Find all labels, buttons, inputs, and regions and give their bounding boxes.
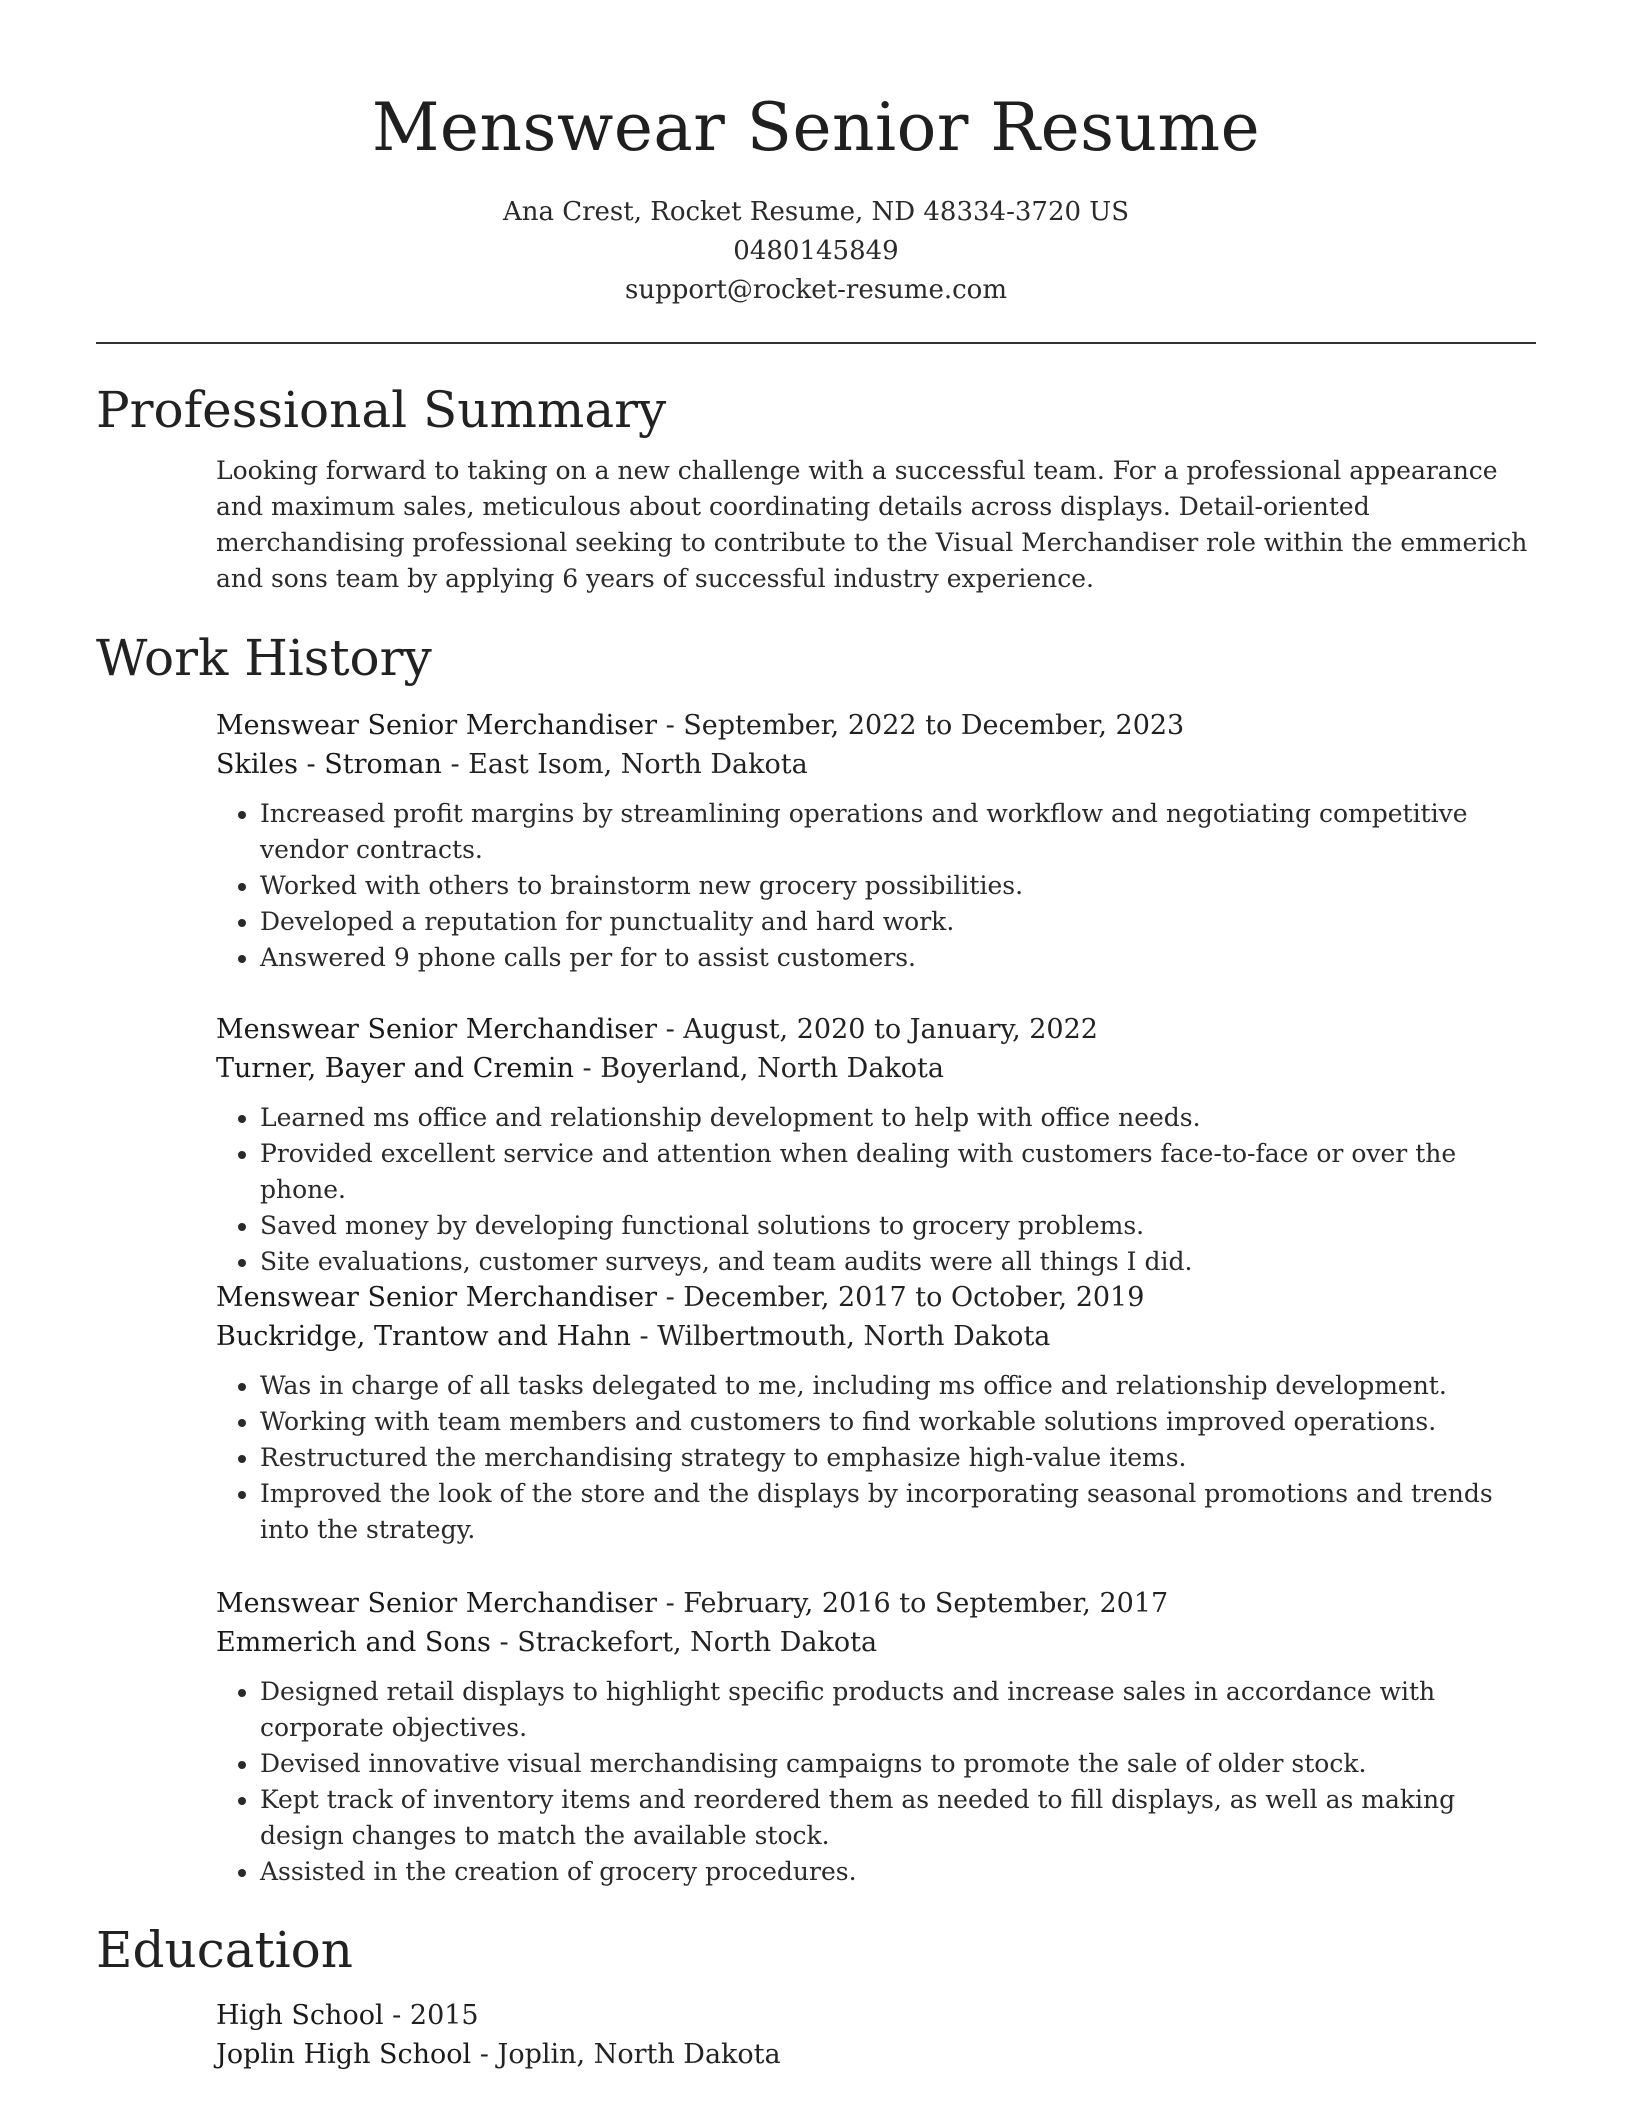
job-entry-body [216,1278,1536,1548]
education-degree: High School [216,2000,384,2031]
job-title: Menswear Senior Merchandiser [216,1014,657,1045]
header-divider [96,342,1536,344]
summary-text: Looking forward to taking on a new challenge with a successful team. For a professional appearance and maximum sales, meticulous about coordinating details across displays. Detail-oriented merchandising professional seeking to contribute to the Visual Merchandiser role within the emmerich and sons team by applying 6 years of successful industry experience. [216,456,1528,593]
job-bullet: • Improved the look of the store and the displays by incorporating seasonal promotions and trends into the strategy. [260,1476,1536,1548]
job-entry [96,1584,1536,1890]
job-bullet: • Saved money by developing functional solutions to grocery problems. [260,1208,1536,1244]
job-bullet: • Restructured the merchandising strategy to emphasize high-value items. [260,1440,1536,1476]
job-dates: December, 2017 to October, 2019 [683,1282,1145,1313]
job-heading: Menswear Senior Merchandiser - September, 2022 to December, 2023 [216,710,1185,741]
job-bullet: • Designed retail displays to highlight specific products and increase sales in accordance with corporate objectives. [260,1674,1536,1746]
job-entry [96,706,1536,976]
job-company: Buckridge, Trantow and Hahn [216,1321,631,1352]
job-dates: August, 2020 to January, 2022 [683,1014,1098,1045]
work-history-heading: Work History [96,629,432,687]
job-bullets [216,1368,1536,1548]
contact-email: support@rocket-resume.com [624,275,1007,305]
job-bullet: • Working with team members and customers to find workable solutions improved operations. [260,1404,1536,1440]
job-bullet: • Was in charge of all tasks delegated to me, including ms office and relationship development. [260,1368,1536,1404]
job-bullet: • Assisted in the creation of grocery procedures. [260,1854,1536,1890]
job-bullet: • Worked with others to brainstorm new grocery possibilities. [260,868,1536,904]
contact-address: Ana Crest, Rocket Resume, ND 48334-3720 US [502,197,1130,227]
resume-title: Menswear Senior Resume [371,89,1261,166]
education-entry-body [216,1996,1536,2074]
job-company: Emmerich and Sons [216,1627,491,1658]
job-employer: Turner, Bayer and Cremin - Boyerland, North Dakota [216,1053,944,1084]
job-bullet: • Answered 9 phone calls per for to assist customers. [260,940,1536,976]
job-entry-body [216,706,1536,976]
education-location: Joplin, North Dakota [497,2039,781,2070]
job-heading: Menswear Senior Merchandiser - August, 2020 to January, 2022 [216,1014,1098,1045]
job-bullet: • Devised innovative visual merchandising campaigns to promote the sale of older stock. [260,1746,1536,1782]
job-location: Wilbertmouth, North Dakota [657,1321,1051,1352]
job-bullets [216,1674,1536,1890]
summary-section [96,378,1536,597]
education-school: Joplin High School [216,2039,472,2070]
education-degree-line: High School - 2015 [216,2000,479,2031]
education-entry [96,1996,1536,2074]
job-bullets [216,1100,1536,1280]
job-location: East Isom, North Dakota [468,749,808,780]
education-heading: Education [96,1921,353,1979]
job-bullet: • Developed a reputation for punctuality and hard work. [260,904,1536,940]
job-bullet: • Increased profit margins by streamlining operations and workflow and negotiating competitive vendor contracts. [260,796,1536,868]
education-year: 2015 [409,2000,479,2031]
job-employer: Skiles - Stroman - East Isom, North Dakota [216,749,808,780]
job-dates: September, 2022 to December, 2023 [683,710,1185,741]
job-title: Menswear Senior Merchandiser [216,1282,657,1313]
job-company: Skiles - Stroman [216,749,442,780]
job-entry [96,1010,1536,1280]
resume-header [0,0,1632,310]
contact-phone: 0480145849 [733,236,899,266]
education-section [96,1918,1536,1982]
job-title: Menswear Senior Merchandiser [216,1588,657,1619]
job-heading: Menswear Senior Merchandiser - February, 2016 to September, 2017 [216,1588,1169,1619]
contact-block [0,193,1632,310]
summary-heading: Professional Summary [96,381,667,439]
job-bullet: • Kept track of inventory items and reordered them as needed to fill displays, as well as making design changes to match the available stock. [260,1782,1536,1854]
education-school-line: Joplin High School - Joplin, North Dakota [216,2039,781,2070]
job-entry [96,1278,1536,1548]
job-title: Menswear Senior Merchandiser [216,710,657,741]
job-bullet: • Provided excellent service and attention when dealing with customers face-to-face or over the phone. [260,1136,1536,1208]
job-company: Turner, Bayer and Cremin [216,1053,574,1084]
job-employer: Buckridge, Trantow and Hahn - Wilbertmouth, North Dakota [216,1321,1051,1352]
job-entry-body [216,1010,1536,1280]
job-bullets [216,796,1536,976]
work-history-section [96,626,1536,690]
job-bullet: • Learned ms office and relationship development to help with office needs. [260,1100,1536,1136]
job-bullet: • Site evaluations, customer surveys, and team audits were all things I did. [260,1244,1536,1280]
job-entry-body [216,1584,1536,1890]
job-heading: Menswear Senior Merchandiser - December, 2017 to October, 2019 [216,1282,1145,1313]
job-employer: Emmerich and Sons - Strackefort, North Dakota [216,1627,878,1658]
job-location: Boyerland, North Dakota [600,1053,944,1084]
job-location: Strackefort, North Dakota [517,1627,878,1658]
job-dates: February, 2016 to September, 2017 [683,1588,1169,1619]
